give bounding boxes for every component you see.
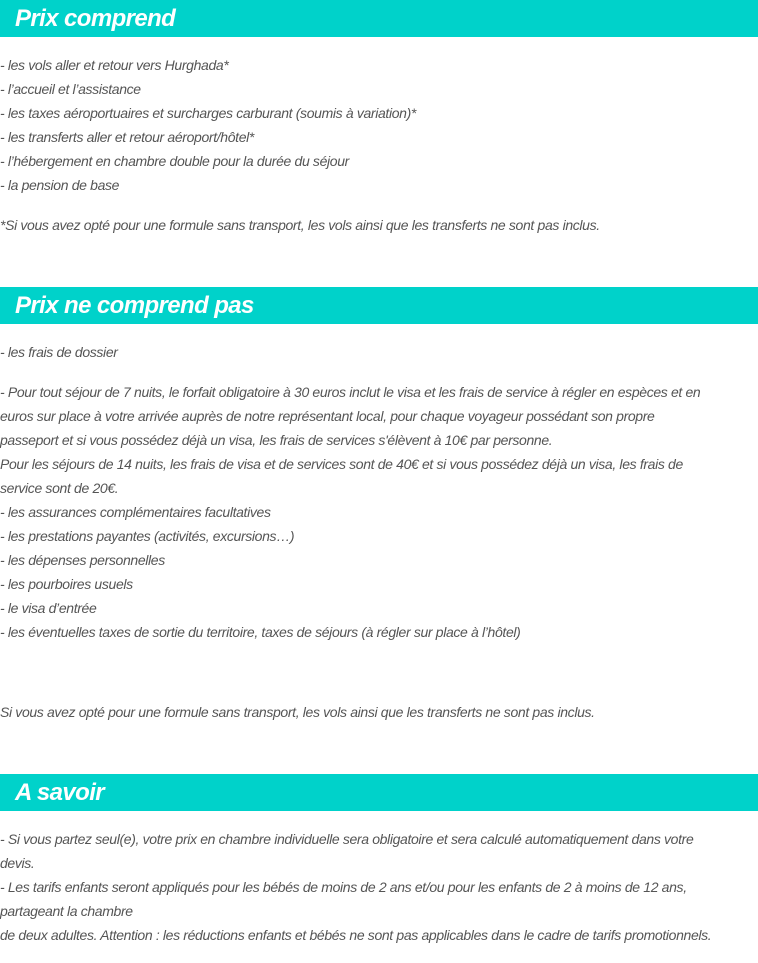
list-item: - les pourboires usuels xyxy=(0,576,133,592)
section-header-not-included xyxy=(0,287,758,324)
list-item: - les éventuelles taxes de sortie du territoire, taxes de séjours (à régler sur place à l’hôtel) xyxy=(0,624,521,640)
included-list xyxy=(0,53,758,197)
section-title-not-included: Prix ne comprend pas xyxy=(15,292,254,319)
list-item: - les transferts aller et retour aéroport/hôtel* xyxy=(0,129,254,145)
section-header-included xyxy=(0,0,758,37)
good-to-know-text xyxy=(0,827,758,947)
list-item: - le visa d’entrée xyxy=(0,600,97,616)
list-item: - les taxes aéroportuaires et surcharges carburant (soumis à variation)* xyxy=(0,105,416,121)
list-item: - l’accueil et l’assistance xyxy=(0,81,141,97)
paragraph-line: devis. xyxy=(0,855,35,871)
not-included-first-item xyxy=(0,340,758,364)
list-item: - les vols aller et retour vers Hurghada* xyxy=(0,57,229,73)
paragraph-line: de deux adultes. Attention : les réductions enfants et bébés ne sont pas applicables dans le cadre de tarifs promotionnels. xyxy=(0,927,712,943)
note-text: *Si vous avez opté pour une formule sans transport, les vols ainsi que les transferts ne sont pas inclus. xyxy=(0,217,600,233)
paragraph-line: - Pour tout séjour de 7 nuits, le forfait obligatoire à 30 euros inclut le visa et les frais de service à régler en espèces et en xyxy=(0,384,701,400)
not-included-visa-paragraph xyxy=(0,380,758,644)
list-item: - les assurances complémentaires facultatives xyxy=(0,504,271,520)
paragraph-line: euros sur place à votre arrivée auprès de notre représentant local, pour chaque voyageur possédant son propre xyxy=(0,408,655,424)
paragraph-line: partageant la chambre xyxy=(0,903,133,919)
list-item: - les prestations payantes (activités, excursions…) xyxy=(0,528,295,544)
list-item: - la pension de base xyxy=(0,177,120,193)
note-text: Si vous avez opté pour une formule sans transport, les vols ainsi que les transferts ne sont pas inclus. xyxy=(0,704,595,720)
section-header-good-to-know xyxy=(0,774,758,811)
list-item: - l’hébergement en chambre double pour la durée du séjour xyxy=(0,153,349,169)
included-note xyxy=(0,213,758,237)
paragraph-line: Pour les séjours de 14 nuits, les frais de visa et de services sont de 40€ et si vous possédez déjà un visa, les frais de xyxy=(0,456,683,472)
paragraph-line: - Les tarifs enfants seront appliqués pour les bébés de moins de 2 ans et/ou pour les enfants de 2 à moins de 12 ans, xyxy=(0,879,687,895)
paragraph-line: service sont de 20€. xyxy=(0,480,119,496)
list-item: - les frais de dossier xyxy=(0,344,118,360)
section-title-good-to-know: A savoir xyxy=(15,779,105,806)
not-included-note xyxy=(0,700,758,724)
paragraph-line: passeport et si vous possédez déjà un visa, les frais de services s'élèvent à 10€ par personne. xyxy=(0,432,553,448)
section-title-included: Prix comprend xyxy=(15,5,176,32)
paragraph-line: - Si vous partez seul(e), votre prix en chambre individuelle sera obligatoire et sera calculé automatiquement dans votre xyxy=(0,831,694,847)
list-item: - les dépenses personnelles xyxy=(0,552,165,568)
